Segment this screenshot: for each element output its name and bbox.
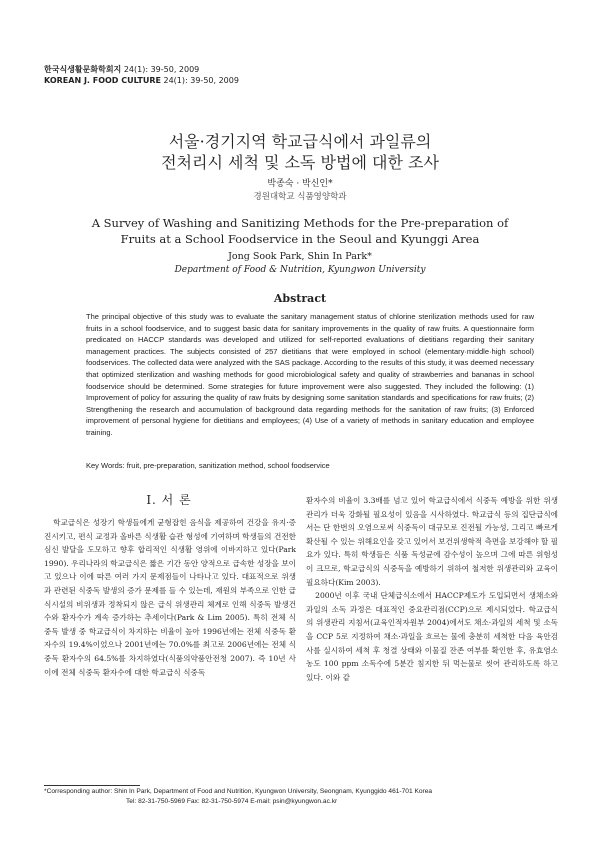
abstract-heading: Abstract (273, 292, 327, 305)
korean-affiliation: 경원대학교 식품영양학과 (253, 192, 347, 202)
korean-title-line-1: 서울·경기지역 학교급식에서 과일류의 (168, 132, 432, 151)
journal-korean-line (44, 64, 239, 75)
footnote-rule (44, 785, 140, 786)
english-authors: Jong Sook Park, Shin In Park* (228, 251, 372, 262)
keywords: Key Words: fruit, pre-preparation, sanitization method, school foodservice (86, 461, 330, 470)
journal-korean-name: 한국식생활문화학회지 (44, 65, 122, 74)
corresponding-author-footnote (44, 787, 564, 807)
journal-header (44, 64, 239, 86)
korean-title (0, 131, 600, 173)
journal-english-name: KOREAN J. FOOD CULTURE (44, 76, 161, 85)
english-title-line-1: A Survey of Washing and Sanitizing Methods for the Pre-preparation of (91, 216, 509, 230)
right-paragraph-1: 환자수의 비율이 3.3배를 넘고 있어 학교급식에서 식중독 예방을 위한 위생관리가 더욱 강화될 필요성이 있음을 시사하였다. 학교급식 등의 집단급식에서는 단 한번의 오염으로써 식중독이 대규모로 진전될 가능성, 그리고 빠르게 확산될 수 있는 위해요인을 갖고 있어서 보건위생학적 측면을 보강해야 할 필요가 있다. 특히 학생들은 식품 독성균에 감수성이 높으며 그에 따른 위험성이 크므로, 학교급식의 식중독을 예방하기 위하여 철저한 위생관리와 교육이 필요하다(Kim 2003). (306, 496, 558, 587)
abstract-text: The principal objective of this study was to evaluate the sanitary management status of chlorine sterilization methods used for raw fruits in a school foodservice, and to suggest basic data for sanitary improvements in the quality of raw fruits. A questionnaire form predicated on HACCP standards was developed and utilized for self-reported evaluations of dietitians regarding their sanitary management practices. The subjects consisted of 257 dietitians that were employed in school (elementary·middle·high school) foodservices. The collected data were analyzed with the SAS package. According to the results of this study, it was deemed necessary that optimized sterilization and washing methods for good microbiological safety and quality of strawberries and bananas in school foodservice should be determined. Some strategies for future improvement were also suggested. They included the following: (1) Improvement of policy for assuring the quality of raw fruits by designing some sanitation standards and specifications for raw fruits; (2) Strengthening the research and accumulation of background data regarding methods for the sanitation of raw fruits; (3) Enforced improvement of personal hygiene for dietitians and employees; (4) Use of a variety of methods in sanitary education and employee training. (86, 312, 534, 437)
journal-english-line (44, 75, 239, 86)
english-department: Department of Food & Nutrition, Kyungwon University (174, 265, 426, 275)
right-column (306, 494, 558, 684)
english-title (0, 215, 600, 247)
journal-korean-info: 24(1): 39-50, 2009 (123, 65, 200, 74)
footnote-line-2: Tel: 82-31-750-5969 Fax: 82-31-750-5974 E-mail: psin@kyungwon.ac.kr (126, 798, 338, 805)
korean-authors: 박종숙 · 박신인* (267, 179, 333, 189)
left-paragraph-1: 학교급식은 성장기 학생들에게 균형잡힌 음식을 제공하여 건강을 유지·증진시키고, 편식 교정과 올바른 식생활 습관 형성에 기여하며 학생들의 건전한 심신 발달을 도모하고 향후 합리적인 식생활 영위에 이바지하고 있다(Park 1990). 우리나라의 학교급식은 짧은 기간 동안 양적으로 급속한 성장을 보이고 있으나 이에 따른 여러 가지 문제점들이 나타나고 있다. 대표적으로 위생과 관련된 식중독 발생의 증가 문제를 들 수 있는데, 재원의 부족으로 인한 급식시설의 비위생과 정착되지 않은 급식 위생관리 체계로 인해 식중독 발생건수와 환자수가 계속 증가하는 추세이다(Park & Lim 2005). 특히 전체 식중독 발생 중 학교급식이 차지하는 비율이 높아 1996년에는 전체 식중독 환자수의 19.4%이었으나 2001년에는 70.0%를 최고로 2006년에는 전체 식중독 환자수의 64.5%를 차지하였다(식품의약품안전청 2007). 즉 10년 사이에 전체 식중독 환자수에 대한 학교급식 식중독 (44, 518, 296, 677)
introduction-heading: I. 서 론 (146, 493, 192, 507)
footnote-line-1: *Corresponding author: Shin In Park, Department of Food and Nutrition, Kyungwon University, Seongnam, Kyunggido 461-701 Korea (44, 788, 433, 795)
right-paragraph-2: 2000년 이후 국내 단체급식소에서 HACCP제도가 도입되면서 생채소와 과일의 소독 과정은 대표적인 중요관리점(CCP)으로 제시되었다. 학교급식의 위생관리 지침서(교육인적자원부 2004)에서도 채소·과일의 세척 및 소독을 CCP 5로 지정하여 채소·과일을 흐르는 물에 충분히 세척한 다음 육안검사를 실시하여 세척 후 청결 상태와 이물질 잔존 여부를 확인한 후, 유효염소 농도 100 ppm 소독수에 5분간 침지한 뒤 먹는물로 씻어 관리하도록 하고 있다. 이와 같 (306, 591, 558, 682)
english-title-line-2: Fruits at a School Foodservice in the Seoul and Kyunggi Area (120, 232, 480, 246)
left-column (44, 516, 296, 679)
journal-english-info: 24(1): 39-50, 2009 (163, 76, 239, 85)
korean-title-line-2: 전처리시 세척 및 소독 방법에 대한 조사 (161, 153, 439, 172)
